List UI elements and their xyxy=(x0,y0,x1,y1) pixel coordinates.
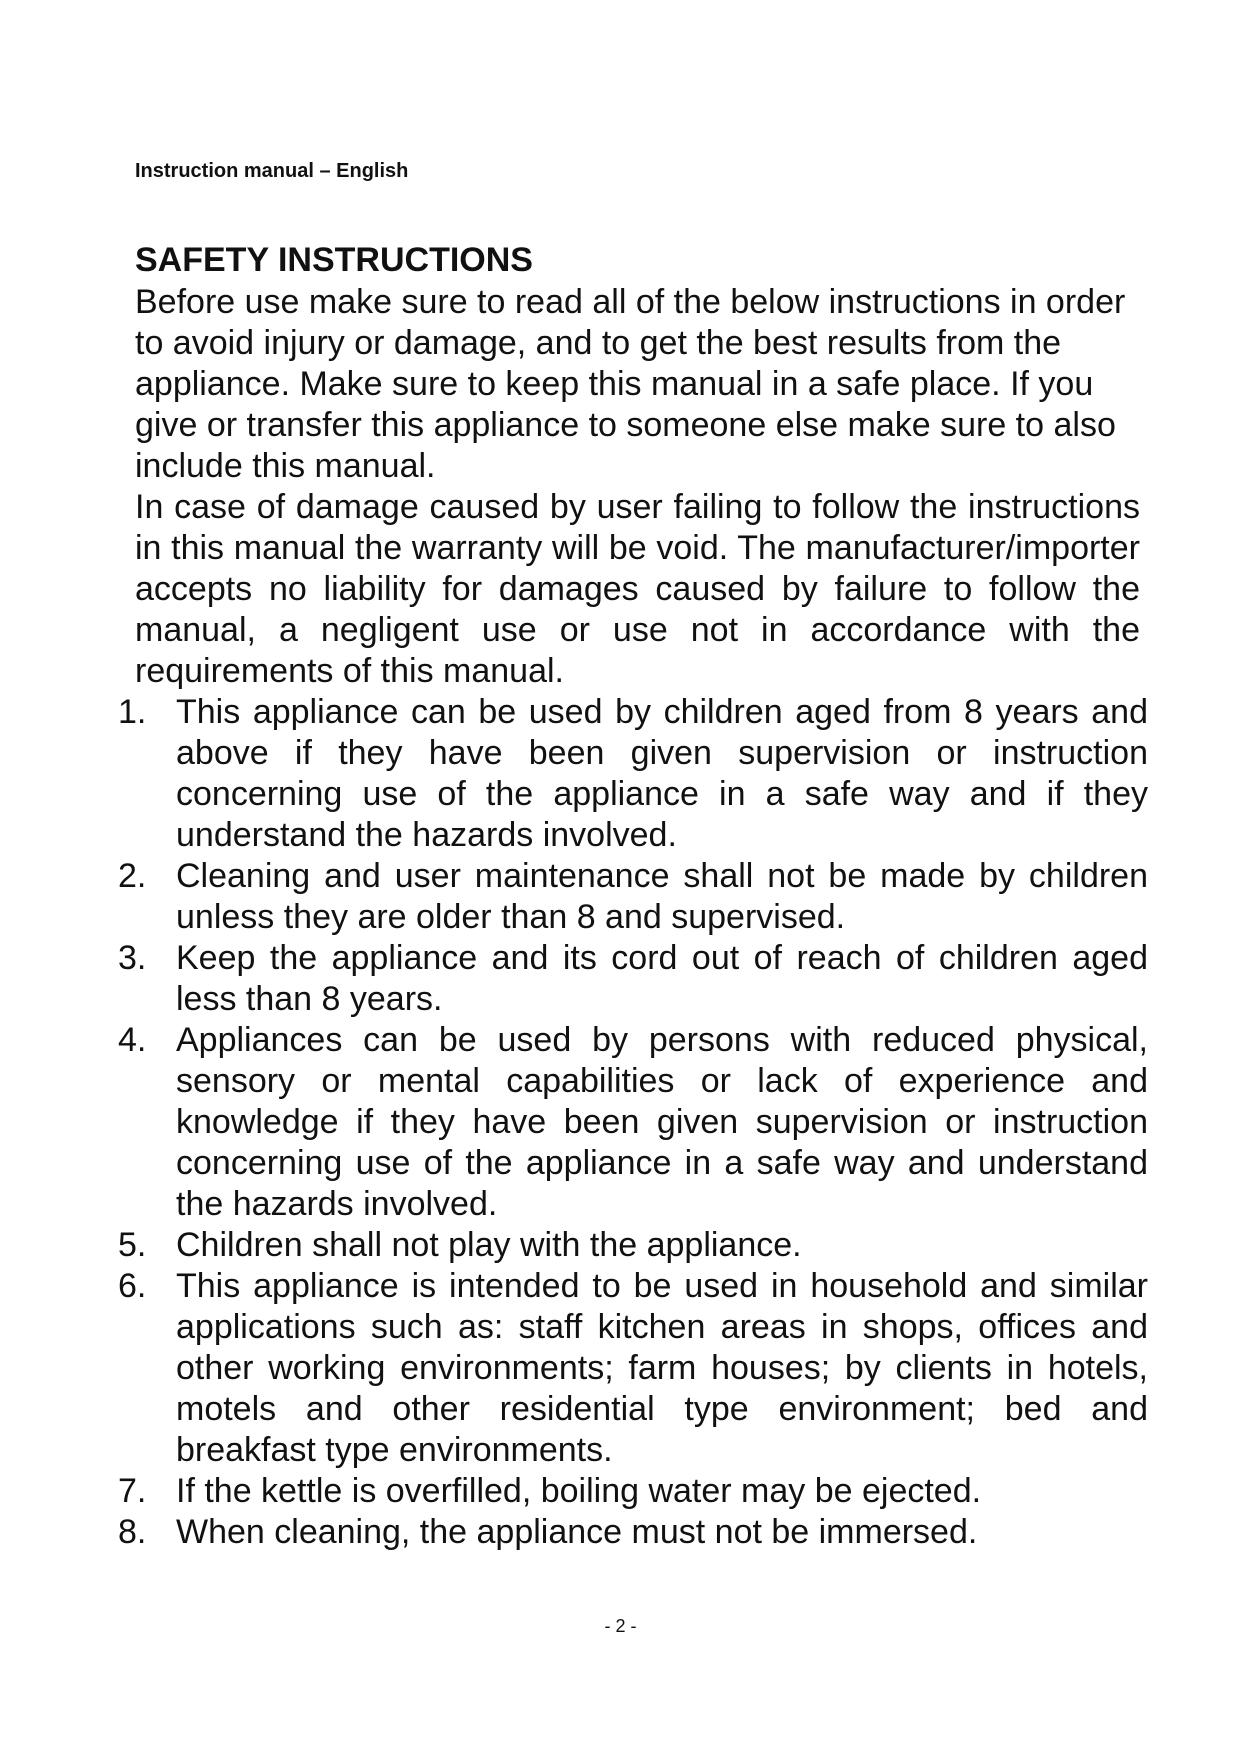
list-item xyxy=(118,1512,1148,1553)
list-item-text: When cleaning, the appliance must not be immersed. xyxy=(176,1513,978,1551)
safety-list xyxy=(118,692,1148,1553)
list-item xyxy=(118,1020,1148,1225)
list-item-text: Keep the appliance and its cord out of reach of children aged less than 8 years. xyxy=(176,939,1148,1018)
list-item-text: This appliance can be used by children aged from 8 years and above if they have been given supervision or instruction concerning use of the appliance in a safe way and if they understand the hazards involved. xyxy=(176,693,1148,854)
safety-section xyxy=(118,238,1148,1553)
list-item-text: If the kettle is overfilled, boiling water may be ejected. xyxy=(176,1472,982,1510)
list-item-number: 1. xyxy=(118,693,147,731)
list-item-number: 8. xyxy=(118,1513,147,1551)
page-number: - 2 - xyxy=(604,1616,637,1636)
intro-paragraph: Before use make sure to read all of the below instructions in order to avoid injury or damage, and to get the best results from the appliance. Make sure to keep this manual in a safe place. If you give or transfer this appliance to someone else make sure to also include this manual. xyxy=(135,283,1126,485)
list-item-text: This appliance is intended to be used in household and similar applications such as: staff kitchen areas in shops, offices and other working environments; farm houses; by clients in hotels, motels and other residential type environment; bed and breakfast type environments. xyxy=(176,1267,1148,1469)
list-item-number: 2. xyxy=(118,857,147,895)
section-title: SAFETY INSTRUCTIONS xyxy=(135,241,533,279)
list-item-number: 6. xyxy=(118,1267,147,1305)
list-item-text: Children shall not play with the appliance. xyxy=(176,1226,802,1264)
list-item xyxy=(118,938,1148,1020)
list-item-text: Appliances can be used by persons with reduced physical, sensory or mental capabilities or lack of experience and knowledge if they have been given supervision or instruction concerning use of the appliance in a safe way and understand the hazards involved. xyxy=(176,1021,1148,1223)
list-item-text: Cleaning and user maintenance shall not be made by children unless they are older than 8 and supervised. xyxy=(176,857,1148,936)
list-item-number: 7. xyxy=(118,1472,147,1510)
document-header: Instruction manual – English xyxy=(135,160,409,182)
list-item xyxy=(118,1225,1148,1266)
list-item xyxy=(118,856,1148,938)
warranty-paragraph: In case of damage caused by user failing to follow the instructions in this manual the warranty will be void. The manufacturer/importer accepts no liability for damages caused by failure to follow the manual, a negligent use or use not in accordance with the requirements of this manual. xyxy=(135,488,1140,690)
list-item-number: 4. xyxy=(118,1021,147,1059)
list-item-number: 5. xyxy=(118,1226,147,1264)
list-item xyxy=(118,692,1148,856)
list-item xyxy=(118,1471,1148,1512)
list-item-number: 3. xyxy=(118,939,147,977)
list-item xyxy=(118,1266,1148,1471)
